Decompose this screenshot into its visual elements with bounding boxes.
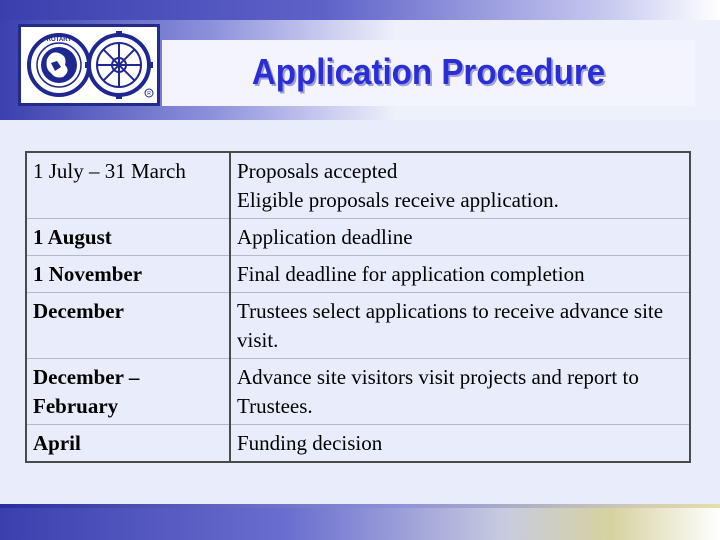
date-cell: December – February	[26, 359, 230, 425]
event-cell: Advance site visitors visit projects and report to Trustees.	[237, 365, 639, 418]
date-cell: 1 November	[26, 256, 230, 293]
date-cell: December	[26, 293, 230, 359]
rotary-foundation-emblem-icon	[29, 35, 89, 95]
logo-panel	[18, 24, 160, 106]
event-line: Proposals accepted	[237, 159, 398, 183]
event-line: Eligible proposals receive application.	[237, 188, 559, 212]
bottom-gradient-band	[0, 504, 720, 540]
rotary-wheel-icon	[85, 31, 153, 99]
table-row	[26, 256, 690, 293]
table-row	[26, 425, 690, 463]
event-cell: Funding decision	[237, 431, 383, 455]
table-row	[26, 293, 690, 359]
table-row	[26, 359, 690, 425]
rotary-logos	[21, 27, 157, 103]
event-cell: Final deadline for application completion	[237, 262, 585, 286]
page-title: Application Procedure	[251, 51, 606, 92]
table-row	[26, 152, 690, 219]
event-cell: Trustees select applications to receive advance site visit.	[237, 299, 664, 352]
event-cell: Application deadline	[237, 225, 413, 249]
procedure-table	[25, 151, 691, 463]
svg-text:ROTARY: ROTARY	[46, 37, 72, 43]
top-gradient-band	[0, 0, 720, 20]
date-cell: 1 August	[26, 219, 230, 256]
date-cell: 1 July – 31 March	[26, 152, 230, 219]
bottom-stripe	[0, 504, 720, 508]
table-row	[26, 219, 690, 256]
event-cell	[230, 152, 690, 219]
date-cell: April	[26, 425, 230, 463]
svg-text:R: R	[147, 91, 151, 97]
